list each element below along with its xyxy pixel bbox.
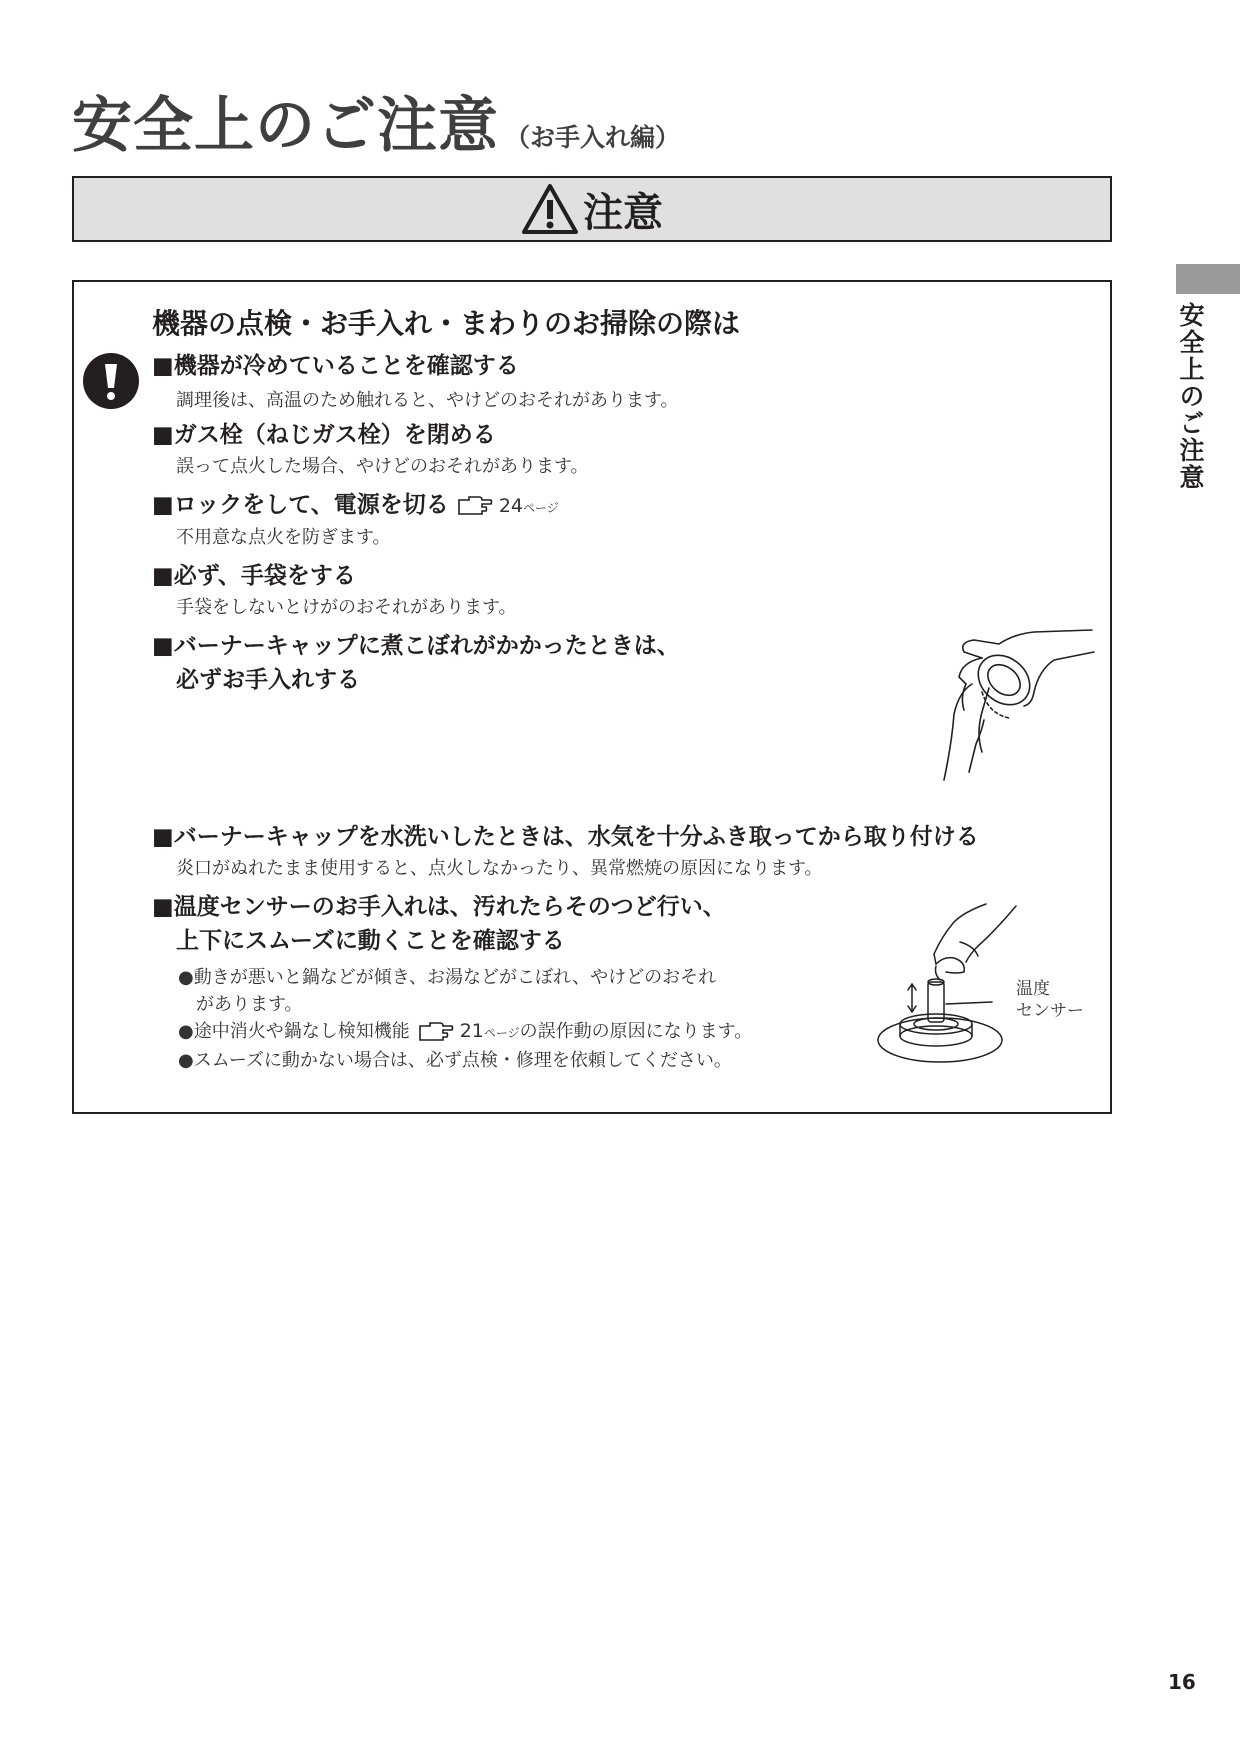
page-subtitle: （お手入れ編） bbox=[505, 123, 681, 152]
item-title-gloves: ■必ず、手袋をする bbox=[152, 563, 356, 589]
item-title-burner-cap-wash: ■バーナーキャップを水洗いしたときは、水気を十分ふき取ってから取り付ける bbox=[152, 824, 979, 850]
warning-triangle-icon bbox=[521, 183, 579, 235]
item-desc-cool-down: 調理後は、高温のため触れると、やけどのおそれがあります。 bbox=[176, 390, 679, 411]
bullet-malfunction-before: ●途中消火や鍋なし検知機能 bbox=[178, 1021, 410, 1042]
bullet-malfunction bbox=[178, 1018, 752, 1047]
caution-box bbox=[72, 280, 1112, 1114]
mandatory-action-icon bbox=[83, 353, 139, 409]
pointing-hand-icon bbox=[457, 496, 493, 516]
temp-sensor-bullets bbox=[178, 964, 752, 1074]
item-desc-gloves: 手袋をしないとけがのおそれがあります。 bbox=[176, 597, 517, 618]
bullet-tilt-risk: ●動きが悪いと鍋などが傾き、お湯などがこぼれ、やけどのおそれ bbox=[178, 967, 717, 988]
item-title-lock-power bbox=[152, 488, 559, 525]
ref-unit: ページ bbox=[523, 501, 559, 515]
ref-unit: ページ bbox=[483, 1026, 520, 1040]
item-title-burner-cap-spill-line2: 必ずお手入れする bbox=[176, 667, 360, 693]
item-title-burner-cap-spill: ■バーナーキャップに煮こぼれがかかったときは、 bbox=[152, 633, 680, 659]
side-tab-title: 安全上のご注意 bbox=[1176, 302, 1205, 491]
section-heading: 機器の点検・お手入れ・まわりのお掃除の際は bbox=[152, 307, 741, 340]
page-title bbox=[72, 78, 680, 164]
pointing-hand-icon bbox=[418, 1022, 454, 1042]
item-desc-burner-cap-wash: 炎口がぬれたまま使用すると、点火しなかったり、異常燃焼の原因になります。 bbox=[176, 858, 823, 879]
item-desc-gas-valve: 誤って点火した場合、やけどのおそれがあります。 bbox=[176, 456, 589, 477]
bullet-malfunction-after: の誤作動の原因になります。 bbox=[519, 1021, 753, 1042]
bullet-tilt-risk-cont: があります。 bbox=[196, 994, 303, 1015]
ref-page-21: 21 bbox=[459, 1020, 484, 1042]
page-title-text: 安全上のご注意 bbox=[72, 91, 499, 161]
sensor-label-line2: センサー bbox=[1016, 1001, 1084, 1021]
page-number: 16 bbox=[1168, 1670, 1196, 1694]
item-title-lock-power-text: ■ロックをして、電源を切る bbox=[152, 492, 449, 518]
hand-cleaning-burner-cap-illustration bbox=[864, 622, 1104, 782]
item-title-temp-sensor: ■温度センサーのお手入れは、汚れたらそのつど行い、 bbox=[152, 894, 726, 920]
caution-label: 注意 bbox=[583, 189, 663, 236]
ref-page-24: 24 bbox=[498, 495, 523, 517]
item-title-temp-sensor-line2: 上下にスムーズに動くことを確認する bbox=[176, 928, 565, 954]
side-tab-marker bbox=[1176, 264, 1240, 294]
sensor-label-line1: 温度 bbox=[1016, 979, 1050, 999]
bullet-request-repair: ●スムーズに動かない場合は、必ず点検・修理を依頼してください。 bbox=[178, 1050, 732, 1071]
caution-banner bbox=[72, 176, 1112, 242]
temperature-sensor-illustration bbox=[874, 902, 1024, 1072]
item-title-cool-down: ■機器が冷めていることを確認する bbox=[152, 353, 519, 379]
item-title-gas-valve: ■ガス栓（ねじガス栓）を閉める bbox=[152, 422, 496, 448]
temperature-sensor-label bbox=[1016, 978, 1084, 1022]
item-desc-lock-power: 不用意な点火を防ぎます。 bbox=[176, 527, 391, 548]
